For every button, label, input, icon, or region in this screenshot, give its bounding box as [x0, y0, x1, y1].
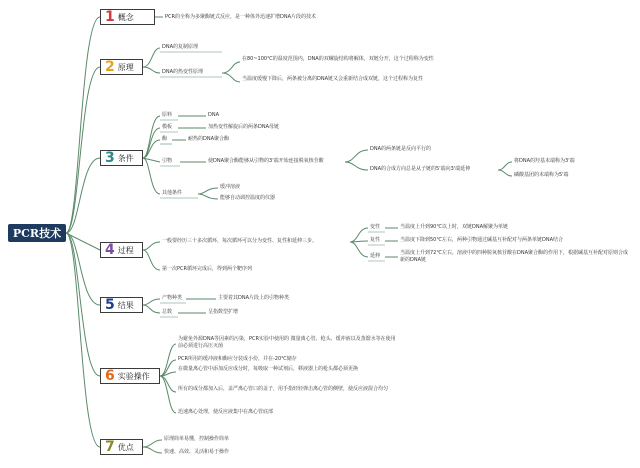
operation-change-tips: 在微量离心管中添加反应成分时，每吸取一种试剂后，移液器上的枪头都必须更换 [178, 366, 359, 372]
category-concept [100, 9, 155, 25]
primer-3-end: 将DNA的羟基末端称为3'端 [514, 158, 575, 164]
result-product-key: 产物种类 [162, 295, 183, 301]
primer-5-end: 磷酸基团的末端称为5'端 [514, 172, 569, 178]
root-node [8, 224, 66, 242]
principle-denaturation: DNA的热变性原理 [162, 69, 204, 75]
concept-text: PCR的全称为多聚酶链式反应，是一种体外迅速扩增DNA片段的技术 [165, 14, 316, 20]
category-label: 结果 [117, 300, 134, 310]
principle-renaturation-detail: 当温度缓慢下降后，两条被分离的DNA链又会重新结合成双链，这个过程称为复性 [242, 76, 424, 82]
condition-enzyme-value: 耐热的DNA聚合酶 [188, 136, 230, 142]
category-number: 3 [105, 150, 115, 166]
advantage-fast: 快速、高效、灵活和易于操作 [164, 449, 230, 455]
step-extend-value: 当温度上升到72℃左右，溶液中的四种脱氧核苷酸在DNA聚合酶的作用下，根据碱基互补配对原则合成新的DNA链 [400, 250, 628, 263]
category-number: 5 [105, 297, 115, 313]
process-first-cycle: 第一次PCR循环完成后，得到两个靶序列 [162, 266, 252, 272]
condition-template-value: 加热变性解旋后的两条DNA母链 [208, 124, 280, 130]
condition-primer-value: 使DNA聚合酶能够从引物的3'端开始连接脱氧核苷酸 [208, 158, 324, 164]
result-product-value: 主要着其DNA片段上的引物种类 [218, 295, 290, 301]
category-label: 条件 [117, 153, 134, 163]
operation-sterilize: 为避免外源DNA等因素的污染，PCR实验中使用的 微量离心管、枪头、缓冲液以及蒸馏水等在使用前必须进行高压灭菌 [178, 336, 396, 349]
category-label: 原理 [117, 62, 134, 72]
category-number: 2 [105, 59, 115, 75]
category-label: 过程 [117, 245, 134, 255]
operation-centrifuge: 迅速离心处理，使反应液集中在离心管底部 [178, 409, 274, 415]
category-label: 概念 [117, 12, 134, 22]
step-anneal-value: 当温度下降到50℃左右，两种引物通过碱基互补配对与两条单链DNA结合 [400, 237, 563, 243]
category-result [100, 297, 143, 313]
step-denature-value: 当温度上升到90℃以上时，双链DNA解聚为单链 [400, 224, 508, 230]
condition-thermocycler: 能够自动调控温度的仪器 [220, 195, 276, 201]
result-total-key: 总数 [162, 309, 173, 315]
category-label: 实验操作 [117, 371, 150, 381]
category-label: 优点 [117, 442, 134, 452]
category-advantages [100, 439, 143, 455]
condition-other-key: 其他条件 [162, 190, 183, 196]
category-conditions [100, 150, 143, 166]
condition-buffer: 缓冲溶液 [220, 184, 241, 190]
advantage-simple: 原理简单易懂，控制操作简单 [164, 436, 230, 442]
step-anneal-key: 复性 [370, 237, 381, 243]
step-denature-key: 变性 [370, 224, 381, 230]
category-number: 6 [105, 368, 115, 384]
primer-antiparallel: DNA的两条链是反向平行的 [370, 146, 432, 152]
step-extend-key: 延伸 [370, 253, 381, 259]
category-number: 7 [105, 439, 115, 455]
primer-synthesis-direction: DNA的合成方向总是从子链的5'端向3'端延伸 [370, 166, 471, 172]
condition-primer-key: 引物 [162, 158, 173, 164]
condition-enzyme-key: 酶 [162, 136, 168, 142]
category-principle [100, 59, 143, 75]
condition-material-key: 原料 [162, 112, 173, 118]
result-total-value: 呈指数型扩增 [208, 309, 239, 315]
process-main: 一般要经历三十多次循环，每次循环可以分为变性、复性和延伸三步。 [162, 238, 318, 244]
principle-denaturation-detail: 在80~100℃的温度范围内，DNA的双螺旋结构将解体，双链分开，这个过程称为变性 [242, 56, 434, 62]
category-operation [100, 368, 160, 384]
category-process [100, 242, 143, 258]
principle-replication: DNA的复制原理 [162, 44, 199, 50]
condition-template-key: 模板 [162, 124, 173, 130]
operation-mix: 所有的成分都加入后，盖严离心管口的盖子，用手指轻轻弹击离心管的侧壁，使反应液混合均匀 [178, 386, 389, 392]
category-number: 4 [105, 242, 115, 258]
root-label: PCR技术 [12, 227, 62, 240]
condition-material-value: DNA [208, 112, 220, 118]
category-number: 1 [105, 9, 115, 25]
operation-aliquot: PCR所用的缓冲液和酶应分装成小份，并在-20℃储存 [178, 356, 297, 362]
